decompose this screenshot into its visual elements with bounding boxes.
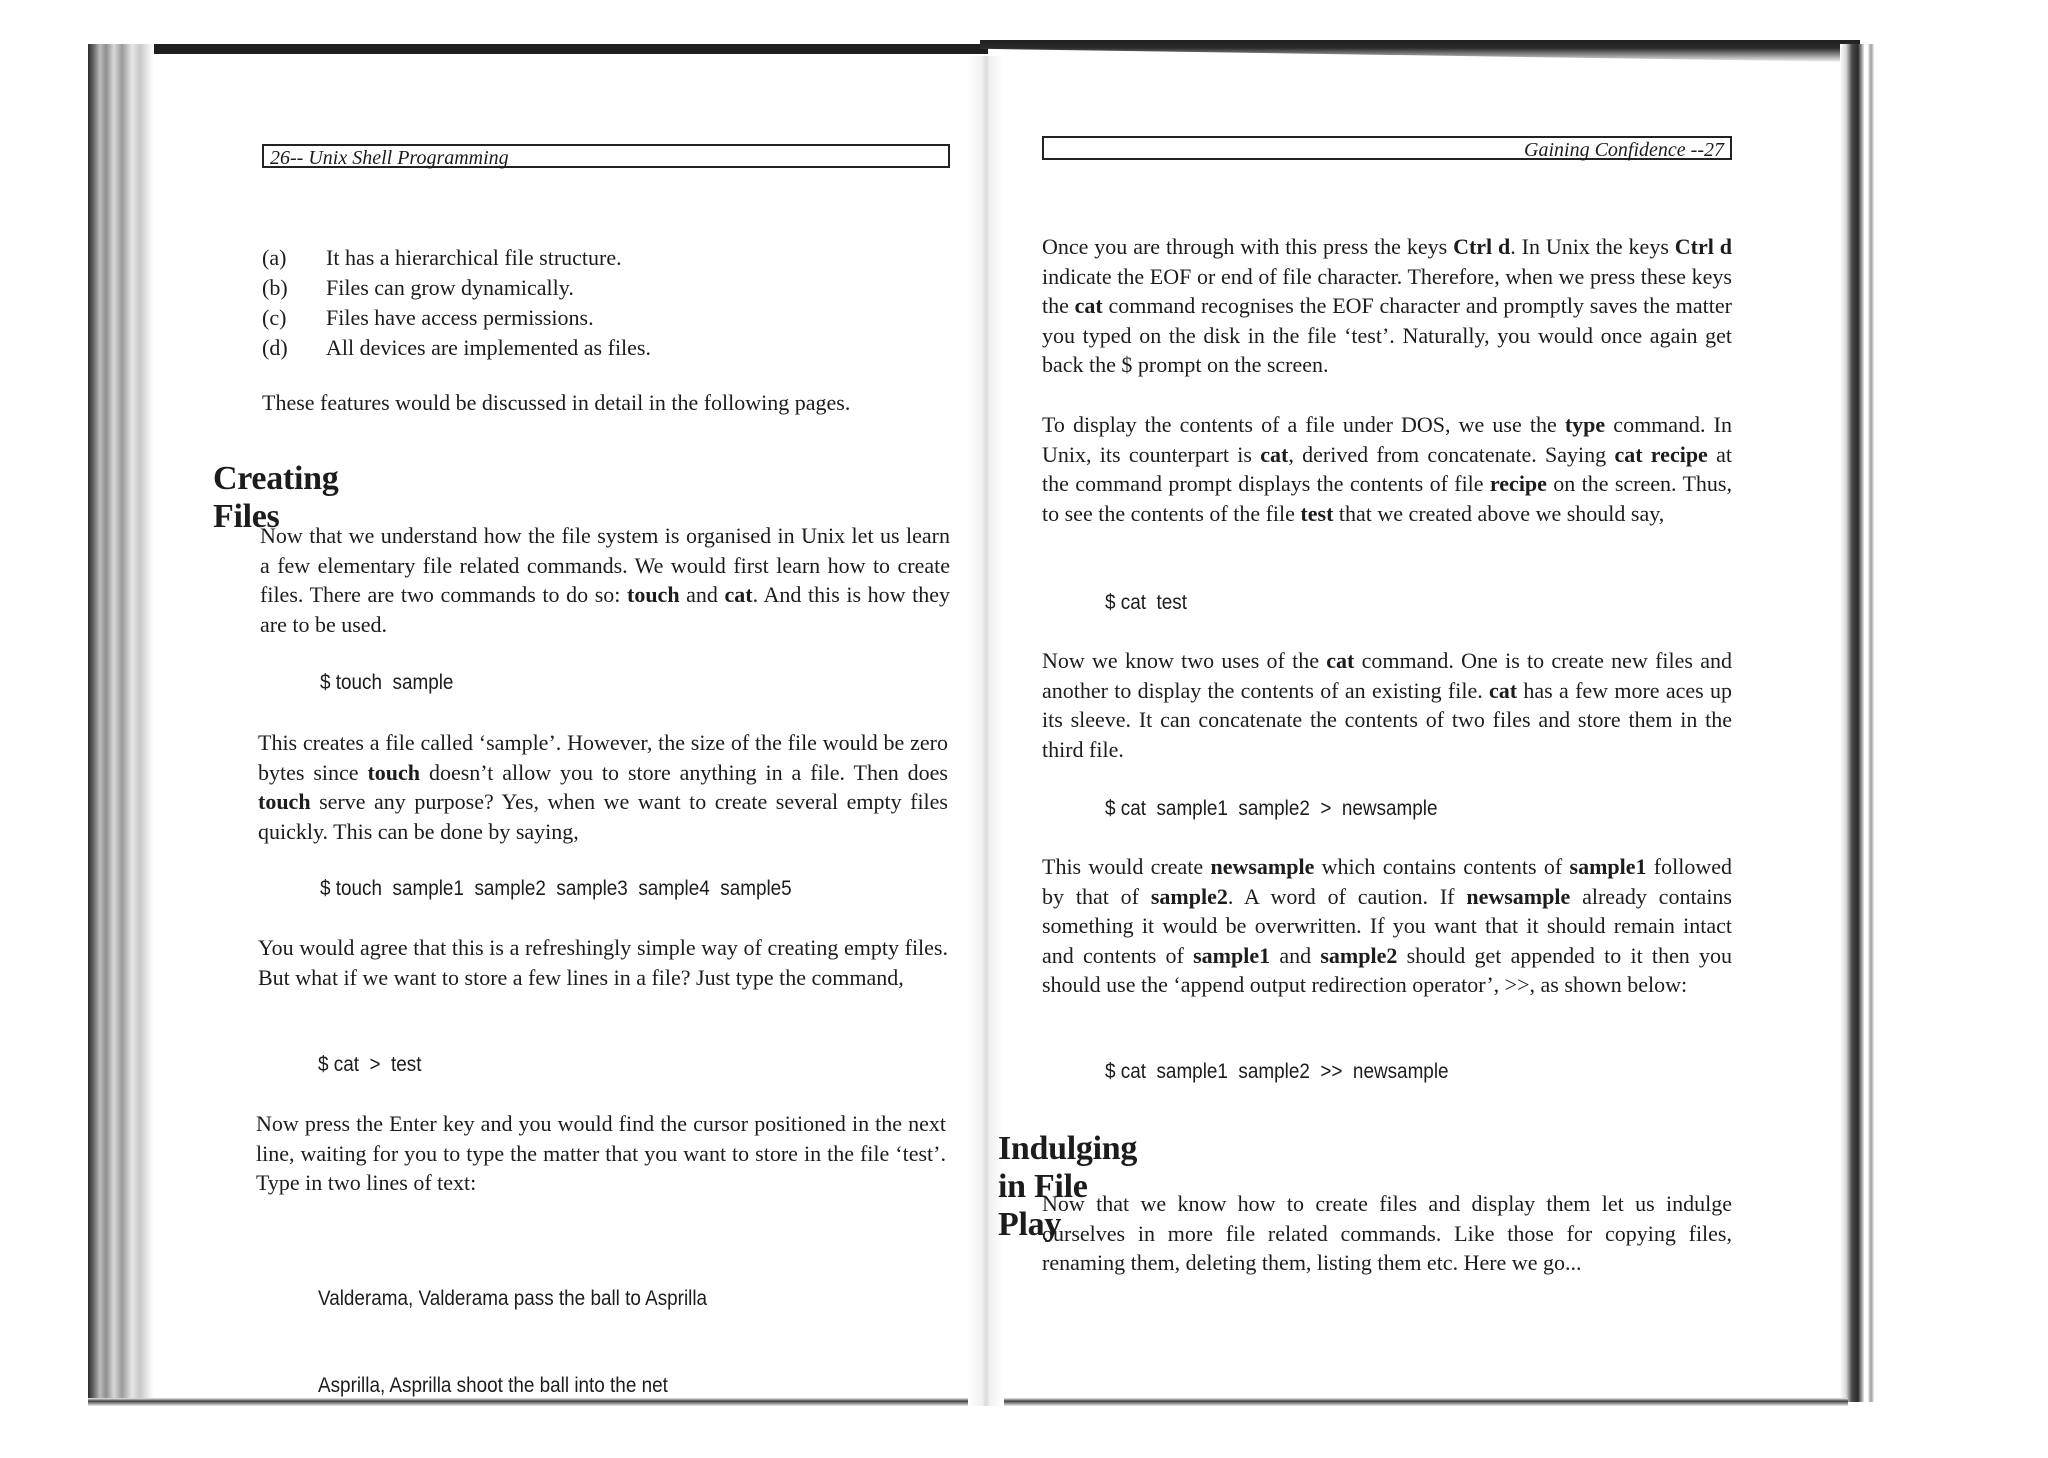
text-run: at the command prompt displays the contents of file [1042, 441, 1732, 496]
paragraph [1042, 410, 1732, 528]
text-run: Now press the Enter key and you would find the cursor positioned in the next line, waiting for you to type the matter that you want to store in the file ‘test’. Type in two lines of text: [256, 1111, 946, 1195]
list-marker: (a) [262, 245, 287, 270]
bold-term: recipe [1489, 471, 1547, 496]
text-run: To display the contents of a file under DOS, we use the [1042, 412, 1565, 437]
code-example: $ cat sample1 sample2 >> newsample [1105, 1060, 1449, 1083]
code-example: $ touch sample [320, 671, 454, 694]
bold-term: sample2 [1320, 942, 1398, 968]
list-marker: (c) [262, 305, 287, 330]
paragraph [1042, 852, 1732, 1000]
text-run: should get appended to it then you should use the ‘append output redirection operator’, >>, as shown below: [1042, 942, 1733, 997]
bold-term: sample2 [1150, 883, 1228, 909]
list-text: All devices are implemented as files. [326, 335, 651, 360]
bold-term: type [1564, 412, 1606, 437]
list-text: Files can grow dynamically. [326, 275, 574, 300]
bold-term: cat [1489, 677, 1518, 703]
list-item [262, 273, 942, 303]
text-run: command recognises the EOF character and promptly saves the matter you typed on the disk in the file ‘test’. Naturally, you would once again get back the $ prompt on the screen. [1042, 293, 1732, 377]
code-example [318, 1226, 707, 1458]
text-run: . A word of caution. If [1227, 883, 1467, 909]
list-text: Files have access permissions. [326, 305, 594, 330]
text-run: indicate the EOF or end of file character. Therefore, when we press these keys the [1042, 263, 1732, 318]
bold-term: Ctrl d [1674, 234, 1732, 259]
text-run: serve any purpose? Yes, when we want to create several empty files quickly. This can be done by saying, [258, 789, 948, 844]
text-run: . In Unix the keys [1510, 234, 1675, 259]
bold-term: cat [724, 582, 753, 607]
list-text: It has a hierarchical file structure. [326, 245, 622, 270]
text-run: Now we know two uses of the [1042, 648, 1327, 673]
text-run: and [1270, 942, 1321, 968]
text-run: and [679, 582, 725, 607]
list-item [262, 243, 942, 273]
paragraph [1042, 646, 1732, 764]
list-marker: (d) [262, 335, 288, 360]
book-page-edges-left [88, 44, 154, 1406]
section-heading-indulging-in-file-play: Indulging in File Play [998, 1130, 1138, 1243]
bold-term: newsample [1466, 883, 1571, 909]
code-example: $ cat sample1 sample2 > newsample [1105, 797, 1438, 820]
bold-term: cat [1074, 293, 1103, 318]
feature-list [262, 243, 942, 363]
text-run: You would agree that this is a refreshingly simple way of creating empty files. But what if we want to store a few lines in a file? Just type the command, [258, 935, 948, 990]
bold-term: Ctrl d [1453, 234, 1511, 259]
text-run: command. In Unix, its counterpart is [1042, 412, 1732, 467]
book-edge-top-right [980, 40, 1860, 62]
bold-term: touch [367, 759, 421, 785]
paragraph [258, 933, 948, 992]
text-run: has a few more aces up its sleeve. It can concatenate the contents of two files and store them in the third file. [1042, 677, 1732, 762]
list-marker: (b) [262, 275, 288, 300]
right-page-header: Gaining Confidence --27 [1042, 136, 1732, 160]
text-run: on the screen. Thus, to see the contents of the file [1042, 471, 1732, 526]
text-run: that we created above we should say, [1333, 500, 1665, 526]
section-heading-creating-files: Creating Files [213, 460, 339, 535]
book-edge-top-left [88, 44, 988, 54]
book-cover-edge-right [1868, 44, 1874, 1402]
list-item [262, 303, 942, 333]
text-run: , derived from concatenate. Saying [1288, 441, 1615, 467]
list-item [262, 333, 942, 363]
left-page-header: 26-- Unix Shell Programming [262, 144, 950, 168]
bold-term: test [1300, 500, 1334, 526]
text-run: doesn’t allow you to store anything in a file. Then does [420, 759, 948, 785]
text-run: already contains something it would be overwritten. If you want that it should remain intact and contents of [1042, 883, 1732, 968]
text-run: which contains contents of [1314, 854, 1570, 879]
bold-term: touch [627, 582, 680, 607]
text-run: Once you are through with this press the keys [1042, 234, 1454, 259]
text-run: Now that we understand how the file system is organised in Unix let us learn a few elementary file related commands. We would first learn how to create files. There are two commands to do so: [260, 523, 950, 607]
book-page-edges-right [1840, 44, 1864, 1402]
paragraph [260, 521, 950, 639]
bold-term: sample1 [1569, 854, 1647, 879]
text-run: Now that we know how to create files and display them let us indulge ourselves in more file related commands. Like those for copying files, renaming them, deleting them, listing them etc. Here we go... [1042, 1191, 1732, 1275]
text-run: This creates a file called ‘sample’. However, the size of the file would be zero bytes since [258, 730, 948, 785]
paragraph [1042, 232, 1732, 380]
bold-term: touch [258, 789, 311, 814]
code-example: $ cat > test [318, 1053, 422, 1076]
paragraph [1042, 1189, 1732, 1278]
text-run: command. One is to create new files and another to display the contents of an existing file. [1042, 648, 1733, 703]
code-example: $ touch sample1 sample2 sample3 sample4 sample5 [320, 877, 792, 900]
code-example: $ cat test [1105, 591, 1187, 614]
text-run: followed by that of [1042, 854, 1733, 909]
features-paragraph: These features would be discussed in detail in the following pages. [262, 390, 851, 415]
bold-term: newsample [1210, 854, 1315, 879]
bold-term: cat [1326, 648, 1355, 673]
code-line: Valderama, Valderama pass the ball to Asprilla [318, 1287, 708, 1310]
code-line: Asprilla, Asprilla shoot the ball into the net [318, 1374, 668, 1397]
text-run: This would create [1042, 854, 1211, 879]
bold-term: cat recipe [1614, 441, 1708, 467]
text-run: . And this is how they are to be used. [260, 582, 951, 637]
bold-term: sample1 [1193, 942, 1271, 968]
bold-term: cat [1260, 441, 1289, 467]
paragraph [256, 1109, 946, 1198]
paragraph [258, 728, 948, 846]
